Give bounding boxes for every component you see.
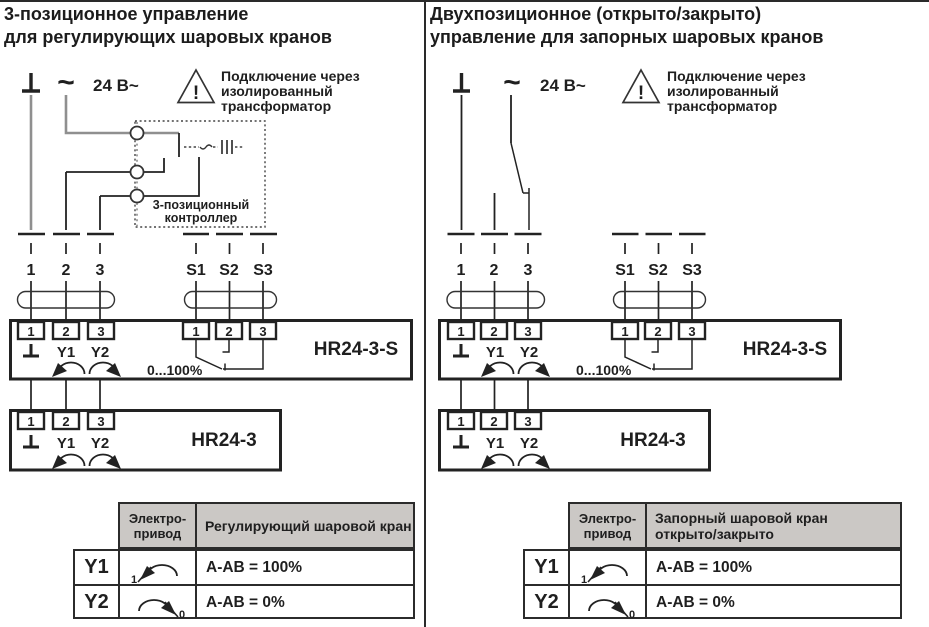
y1-label: Y1 bbox=[56, 435, 76, 452]
left-drop-wires bbox=[31, 281, 263, 322]
actuator-header-line1: Электро- bbox=[578, 510, 637, 526]
icon-digit: 0 bbox=[628, 608, 635, 619]
right-diagram bbox=[440, 66, 841, 470]
contact-branch-3 bbox=[100, 157, 199, 196]
terminal-number: 1 bbox=[457, 324, 465, 339]
left-wire-breaks bbox=[18, 234, 277, 254]
right-warning-line2: изолированный bbox=[667, 83, 779, 99]
right-voltage-label: 24 В~ bbox=[540, 76, 586, 95]
left-warning-line2: изолированный bbox=[221, 83, 333, 99]
terminal-number: 3 bbox=[524, 414, 532, 429]
signal-cell: Y1 bbox=[525, 551, 570, 584]
terminal-number: 3 bbox=[97, 414, 105, 429]
right-signal-table bbox=[523, 502, 902, 619]
actuator-header-line1: Электро- bbox=[128, 510, 187, 526]
controller-label-line2: контроллер bbox=[164, 211, 238, 225]
left-table-header bbox=[118, 502, 415, 549]
actuator-header-line2: привод bbox=[133, 525, 182, 541]
rotation-icon-cell bbox=[120, 586, 197, 619]
left-s2-label: S2 bbox=[219, 262, 239, 279]
left-hr-s-model: HR24-3-S bbox=[313, 339, 399, 360]
value-cell: A-AB = 0% bbox=[206, 593, 285, 611]
right-s2-label: S2 bbox=[648, 262, 668, 279]
value-cell: A-AB = 100% bbox=[206, 558, 303, 576]
contact-branch-2 bbox=[66, 158, 164, 172]
right-warning-line3: трансформатор bbox=[667, 98, 778, 114]
terminal-number: 2 bbox=[490, 324, 498, 339]
y1-label: Y1 bbox=[485, 435, 505, 452]
left-wire-2-label: 2 bbox=[61, 262, 71, 279]
on-off-switch-icon bbox=[511, 143, 529, 230]
right-warning-line1: Подключение через bbox=[667, 68, 806, 84]
terminal-number: 3 bbox=[259, 324, 267, 339]
value-cell: A-AB = 100% bbox=[656, 558, 753, 576]
rotate-to-close-icon bbox=[579, 587, 637, 619]
rotate-to-open-icon bbox=[579, 552, 637, 584]
terminal-number: 2 bbox=[654, 324, 662, 339]
y2-label: Y2 bbox=[90, 435, 110, 452]
rotate-to-close-icon bbox=[129, 587, 187, 619]
actuator-header-line2: привод bbox=[583, 525, 632, 541]
left-hr-model: HR24-3 bbox=[191, 430, 257, 451]
right-s3-label: S3 bbox=[682, 262, 702, 279]
relay-coil-icon bbox=[184, 140, 243, 154]
terminal-number: 2 bbox=[225, 324, 233, 339]
ground-icon bbox=[22, 73, 40, 91]
range-label: 0...100% bbox=[576, 362, 632, 378]
table-row bbox=[75, 551, 413, 586]
y1-label: Y1 bbox=[56, 344, 76, 361]
left-warning-line1: Подключение через bbox=[221, 68, 360, 84]
right-table-body bbox=[523, 549, 902, 619]
terminal-number: 1 bbox=[457, 414, 465, 429]
rotation-icon-cell bbox=[120, 551, 197, 584]
terminal-number: 1 bbox=[27, 324, 35, 339]
right-title-line2: управление для запорных шаровых кранов bbox=[430, 27, 824, 47]
right-drop-wires bbox=[461, 281, 692, 322]
left-warning-line3: трансформатор bbox=[221, 98, 332, 114]
terminal-number: 2 bbox=[62, 414, 70, 429]
right-wire-breaks bbox=[448, 234, 706, 254]
valve-header-cell bbox=[197, 504, 413, 547]
left-voltage-label: 24 В~ bbox=[93, 76, 139, 95]
junction-dot-1 bbox=[131, 127, 144, 140]
right-interbox-wires bbox=[461, 379, 528, 412]
right-hr-s-model: HR24-3-S bbox=[742, 339, 828, 360]
left-diagram bbox=[11, 66, 412, 470]
icon-digit: 1 bbox=[580, 573, 587, 584]
left-table-body bbox=[73, 549, 415, 619]
warning-exclamation: ! bbox=[192, 83, 200, 104]
junction-dot-2 bbox=[131, 166, 144, 179]
actuator-header-cell bbox=[570, 504, 647, 547]
table-row bbox=[525, 586, 900, 619]
valve-header-line2: открыто/закрыто bbox=[655, 525, 774, 542]
terminal-number: 1 bbox=[192, 324, 200, 339]
actuator-header-cell bbox=[120, 504, 197, 547]
valve-header-cell bbox=[647, 504, 900, 547]
terminal-number: 1 bbox=[27, 414, 35, 429]
terminal-number: 2 bbox=[490, 414, 498, 429]
right-hr-model: HR24-3 bbox=[620, 430, 686, 451]
right-table-header bbox=[568, 502, 902, 549]
y2-label: Y2 bbox=[519, 344, 539, 361]
terminal-number: 2 bbox=[62, 324, 70, 339]
controller-label-line1: 3-позиционный bbox=[152, 198, 250, 212]
left-title-line1: 3-позиционное управление bbox=[4, 4, 249, 24]
left-s1-label: S1 bbox=[186, 262, 206, 279]
right-wire-2-label: 2 bbox=[489, 262, 499, 279]
left-interbox-wires bbox=[31, 379, 100, 412]
range-label: 0...100% bbox=[147, 362, 203, 378]
junction-dot-3 bbox=[131, 190, 144, 203]
table-row bbox=[75, 586, 413, 619]
terminal-number: 3 bbox=[524, 324, 532, 339]
y2-label: Y2 bbox=[90, 344, 110, 361]
y1-label: Y1 bbox=[485, 344, 505, 361]
terminal-number: 1 bbox=[621, 324, 629, 339]
ac-icon: ~ bbox=[57, 66, 75, 99]
terminal-number: 3 bbox=[688, 324, 696, 339]
ac-icon: ~ bbox=[503, 66, 521, 99]
right-wire-1-label: 1 bbox=[456, 262, 466, 279]
rotation-icon-cell bbox=[570, 551, 647, 584]
left-wire-1-label: 1 bbox=[26, 262, 36, 279]
rotation-icon-cell bbox=[570, 586, 647, 619]
rotate-to-open-icon bbox=[129, 552, 187, 584]
warning-exclamation: ! bbox=[637, 83, 645, 104]
left-signal-table bbox=[73, 502, 415, 619]
left-s3-label: S3 bbox=[253, 262, 273, 279]
valve-header-line1: Регулирующий шаровой кран bbox=[205, 517, 412, 534]
valve-header-line1: Запорный шаровой кран bbox=[655, 509, 828, 526]
table-row bbox=[525, 551, 900, 586]
icon-digit: 1 bbox=[130, 573, 137, 584]
signal-cell: Y2 bbox=[75, 586, 120, 619]
left-title-line2: для регулирующих шаровых кранов bbox=[4, 27, 332, 47]
y2-label: Y2 bbox=[519, 435, 539, 452]
signal-cell: Y1 bbox=[75, 551, 120, 584]
terminal-number: 3 bbox=[97, 324, 105, 339]
left-wire-ac-feed bbox=[66, 95, 179, 133]
icon-digit: 0 bbox=[178, 608, 185, 619]
signal-cell: Y2 bbox=[525, 586, 570, 619]
right-title-line1: Двухпозиционное (открыто/закрыто) bbox=[430, 4, 762, 24]
value-cell: A-AB = 0% bbox=[656, 593, 735, 611]
left-wire-3-label: 3 bbox=[95, 262, 105, 279]
right-wire-3-label: 3 bbox=[523, 262, 533, 279]
ground-icon bbox=[453, 73, 470, 91]
right-s1-label: S1 bbox=[615, 262, 635, 279]
